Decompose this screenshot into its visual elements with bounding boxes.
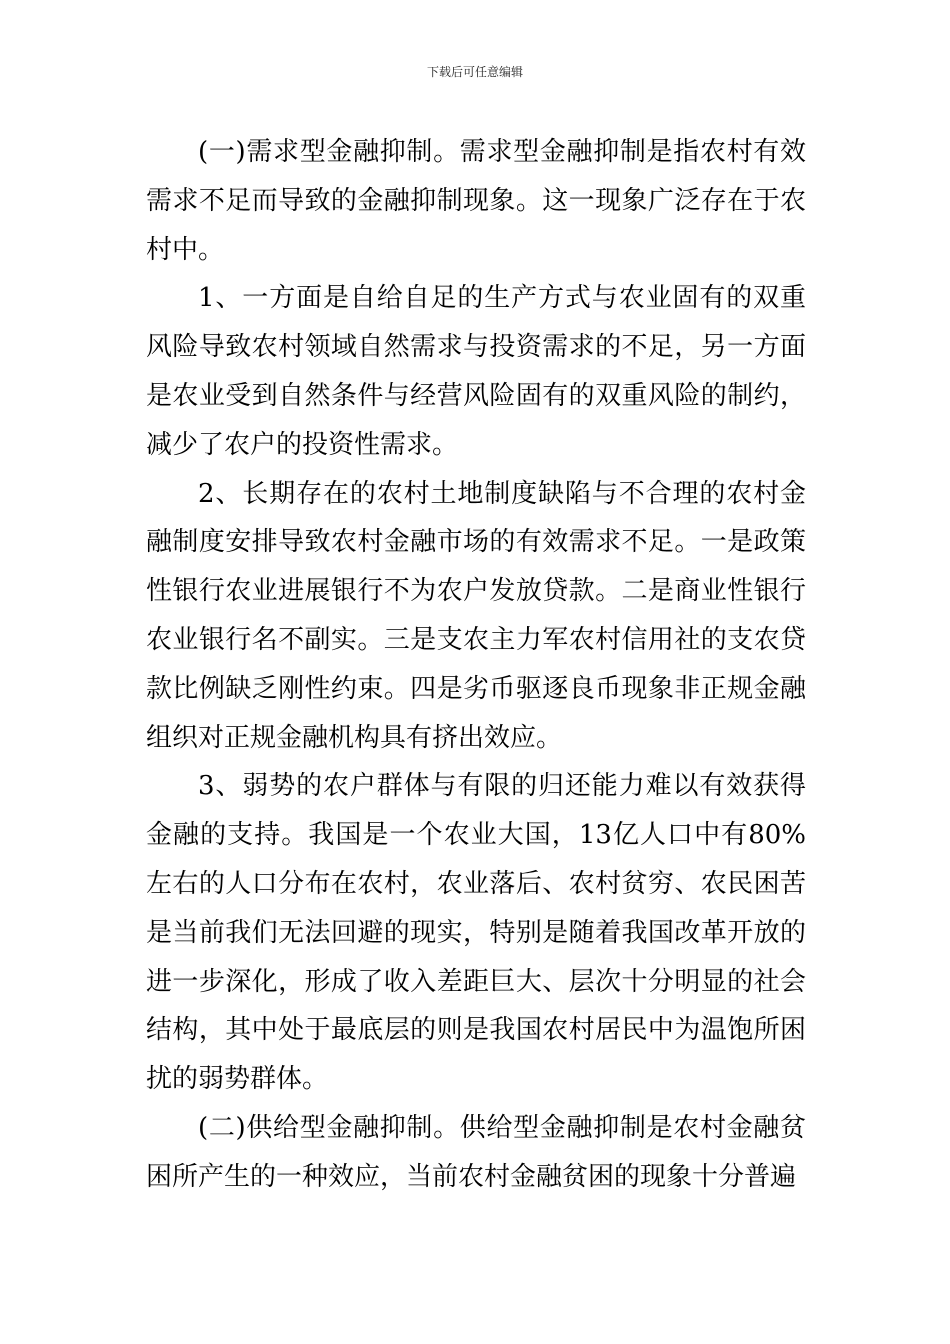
paragraph-point-2: 2、长期存在的农村土地制度缺陷与不合理的农村金融制度安排导致农村金融市场的有效需求不足。一是政策性银行农业进展银行不为农户发放贷款。二是商业性银行农业银行名不副实。三是支农主力军农村信用社的支农贷款比例缺乏刚性约束。四是劣币驱逐良币现象非正规金融组织对正规金融机构具有挤出效应。 [146, 478, 806, 753]
page-header: 下载后可任意编辑 [426, 65, 523, 79]
paragraph-supply-suppression: (二)供给型金融抑制。供给型金融抑制是农村金融贫困所产生的一种效应，当前农村金融贫困的现象十分普遍 [146, 1112, 806, 1192]
document-body [146, 128, 806, 1202]
paragraph-demand-suppression: (一)需求型金融抑制。需求型金融抑制是指农村有效需求不足而导致的金融抑制现象。这一现象广泛存在于农村中。 [146, 137, 806, 265]
paragraph-point-1: 1、一方面是自给自足的生产方式与农业固有的双重风险导致农村领域自然需求与投资需求的不足，另一方面是农业受到自然条件与经营风险固有的双重风险的制约，减少了农户的投资性需求。 [146, 283, 806, 460]
paragraph-point-3: 3、弱势的农户群体与有限的归还能力难以有效获得金融的支持。我国是一个农业大国，13亿人口中有80%左右的人口分布在农村，农业落后、农村贫穷、农民困苦是当前我们无法回避的现实，特别是随着我国改革开放的进一步深化，形成了收入差距巨大、层次十分明显的社会结构，其中处于最底层的则是我国农村居民中为温饱所困扰的弱势群体。 [146, 771, 806, 1095]
